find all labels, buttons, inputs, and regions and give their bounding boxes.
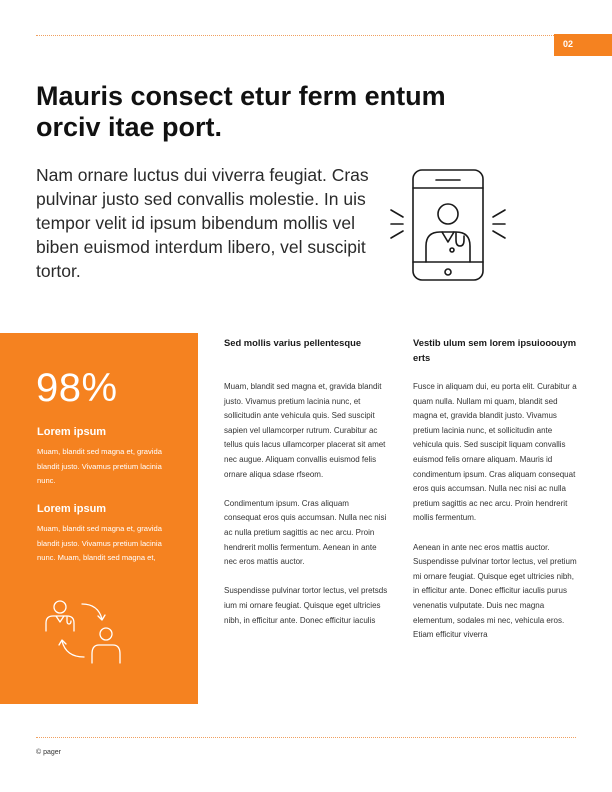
column-2-heading: Vestib ulum sem lorem ipsuiooouym erts — [413, 337, 577, 363]
footer-brand: © pager — [36, 749, 62, 756]
column-2 — [413, 336, 577, 657]
column-1-paragraph-2: Condimentum ipsum. Cras aliquam consequat eros quis accumsan. Nulla nec nisi ac nulla pretium sagittis ac nec arcu. Proin hendrerit mollis fermentum. Aenean in ante nec eros mattis auctor. — [224, 498, 387, 567]
intro-paragraph: Nam ornare luctus dui viverra feugiat. Cras pulvinar justo sed convallis molestie. In uis tempor velit id ipsum bibendum mollis vel biben euismod interdum libero, vel suscipit tortor. — [36, 165, 369, 281]
column-1-paragraph-3: Suspendisse pulvinar tortor lectus, vel pretsds ium mi ornare feugiat. Quisque eget ultricies nibh, in efficitur ante. Donec efficitur iaculis — [224, 586, 388, 625]
highlight-panel — [0, 333, 198, 704]
smartphone-doctor-icon — [386, 166, 510, 284]
panel-heading-2: Lorem ipsum — [37, 503, 107, 515]
title-line-1: Mauris consect etur ferm entum — [36, 81, 446, 111]
bottom-divider — [36, 737, 576, 738]
panel-text-1: Muam, blandit sed magna et, gravida blandit justo. Vivamus pretium lacinia nunc. — [37, 447, 162, 486]
column-1 — [224, 336, 388, 643]
column-2-paragraph-2: Aenean in ante nec eros mattis auctor. Suspendisse pulvinar tortor lectus, vel pretium mi ornare feugiat. Quisque eget ultricies nibh, in efficitur ante. Donec efficitur iaculis purus venenatis vulputate. Duis nec magna elementum, sodales mi nec, vehicula eros. Etiam efficitur viverra — [413, 542, 577, 640]
page-title — [36, 81, 486, 143]
panel-text-2: Muam, blandit sed magna et, gravida blandit justo. Vivamus pretium lacinia nunc. Muam, blandit sed magna et, — [37, 524, 162, 563]
column-2-paragraph-1: Fusce in aliquam dui, eu porta elit. Curabitur a quam nulla. Nullam mi quam, blandit sed magna et, gravida blandit justo. Vivamus pretium lacinia nunc, et sollicitudin ante vehicula quis. Sed suscipit liquam convallis euismod felis ornare aliquam. Mauris id condimentum ipsum. Cras aliquam consequat eros quis accumsan. Nulla nec nisi ac nulla pretium sagittis ac nec arcu. Proin hendrerit mollis fermentum. — [413, 382, 577, 523]
page-number-badge: 02 — [554, 34, 612, 56]
column-1-heading: Sed mollis varius pellentesque — [224, 337, 362, 348]
top-divider — [36, 35, 554, 36]
stat-value: 98% — [36, 366, 118, 410]
title-line-2: orciv itae port. — [36, 112, 223, 142]
telehealth-people-icon — [42, 597, 128, 667]
panel-heading-1: Lorem ipsum — [37, 426, 107, 438]
column-1-paragraph-1: Muam, blandit sed magna et, gravida blandit justo. Vivamus pretium lacinia nunc, et sollicitudin ante vehicula quis. Sed suscipit sapien vel ullamcorper rutrum. Curabitur ac tellus quis lacus ullamcorper placerat sit amet nec augue. Aliquam convallis euismod felis ornare aliqua sdase rfseom. — [224, 382, 386, 479]
